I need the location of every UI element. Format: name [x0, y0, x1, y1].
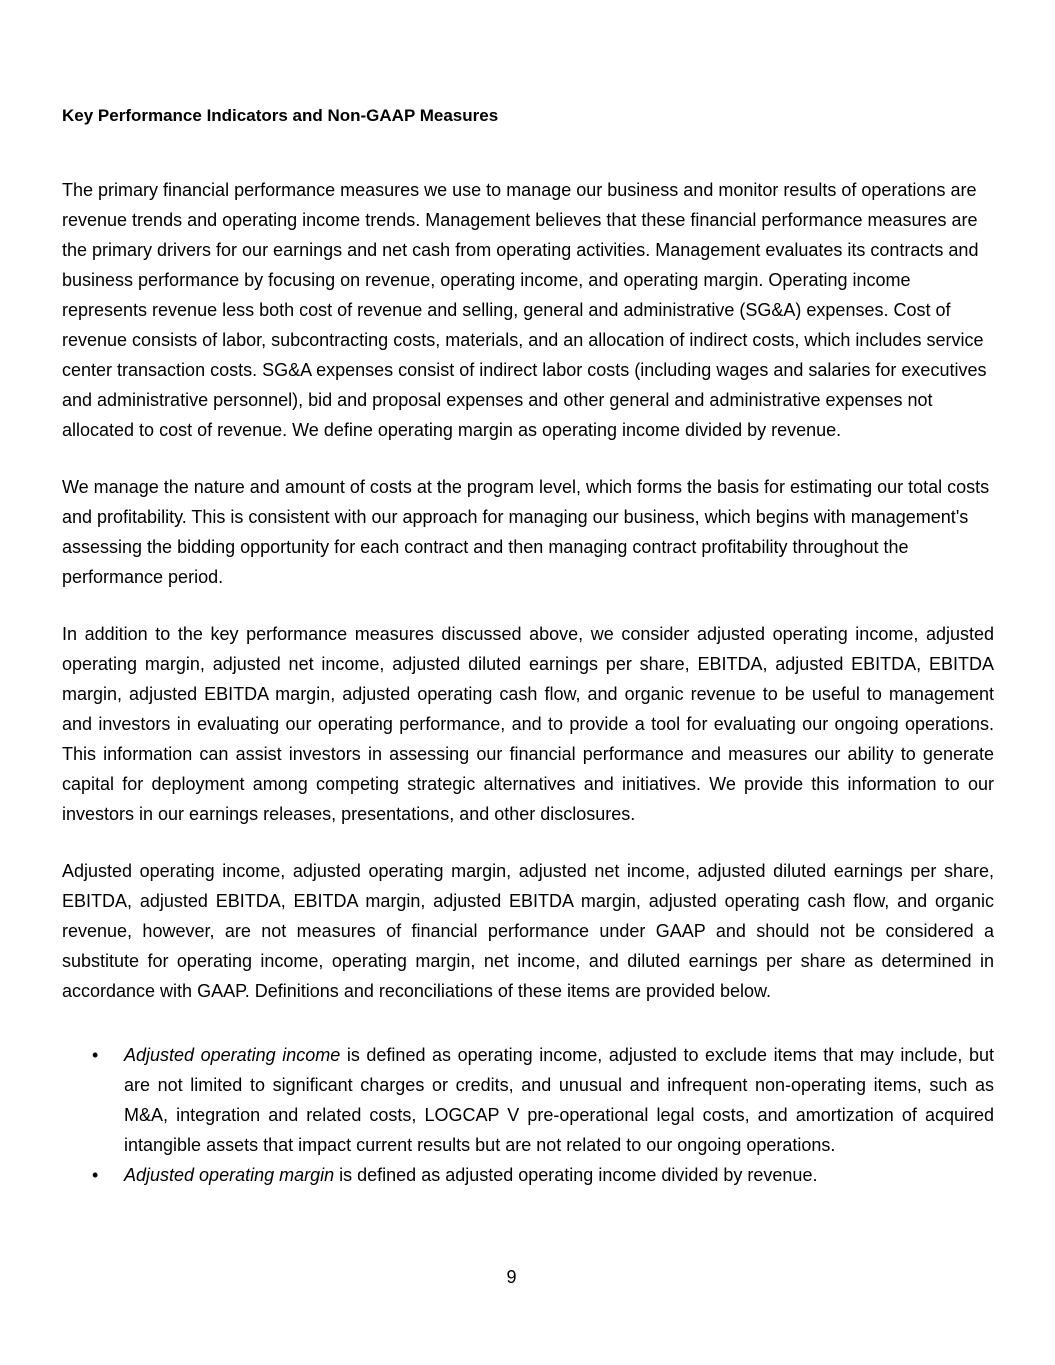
list-item — [62, 1040, 994, 1160]
paragraph-performance-measures: The primary financial performance measures we use to manage our business and monitor results of operations are revenue trends and operating income trends. Management believes that these financial performance measures are the primary drivers for our earnings and net cash from operating activities. Management evaluates its contracts and business performance by focusing on revenue, operating income, and operating margin. Operating income represents revenue less both cost of revenue and selling, general and administrative (SG&A) expenses. Cost of revenue consists of labor, subcontracting costs, materials, and an allocation of indirect costs, which includes service center transaction costs. SG&A expenses consist of indirect labor costs (including wages and salaries for executives and administrative personnel), bid and proposal expenses and other general and administrative expenses not allocated to cost of revenue. We define operating margin as operating income divided by revenue. — [62, 180, 987, 440]
paragraph-non-gaap-disclaimer: Adjusted operating income, adjusted operating margin, adjusted net income, adjusted diluted earnings per share, EBITDA, adjusted EBITDA, EBITDA margin, adjusted EBITDA margin, adjusted operating cash flow, and organic revenue, however, are not measures of financial performance under GAAP and should not be considered a substitute for operating income, operating margin, net income, and diluted earnings per share as determined in accordance with GAAP. Definitions and reconciliations of these items are provided below. — [62, 861, 994, 1001]
definition-text: is defined as adjusted operating income divided by revenue. — [334, 1165, 818, 1185]
list-item — [62, 1160, 994, 1190]
section-heading: Key Performance Indicators and Non-GAAP Measures — [62, 106, 499, 125]
page-number: 9 — [506, 1267, 517, 1287]
document-body — [62, 101, 994, 1190]
paragraph-non-gaap-usefulness: In addition to the key performance measures discussed above, we consider adjusted operating income, adjusted operating margin, adjusted net income, adjusted diluted earnings per share, EBITDA, adjusted EBITDA, EBITDA margin, adjusted EBITDA margin, adjusted operating cash flow, and organic revenue to be useful to management and investors in evaluating our operating performance, and to provide a tool for evaluating our ongoing operations. This information can assist investors in assessing our financial performance and measures our ability to generate capital for deployment among competing strategic alternatives and initiatives. We provide this information to our investors in our earnings releases, presentations, and other disclosures. — [62, 624, 994, 824]
defined-term: Adjusted operating income — [124, 1045, 341, 1065]
bullet-icon: • — [92, 1165, 99, 1185]
definition-text: is defined as operating income, adjusted to exclude items that may include, but are not limited to significant charges or credits, and unusual and infrequent non-operating items, such as M&A, integration and related costs, LOGCAP V pre-operational legal costs, and amortization of acquired intangible assets that impact current results but are not related to our ongoing operations. — [124, 1045, 995, 1155]
defined-term: Adjusted operating margin — [124, 1165, 335, 1185]
paragraph-cost-management: We manage the nature and amount of costs at the program level, which forms the basis for estimating our total costs and profitability. This is consistent with our approach for managing our business, which begins with management's assessing the bidding opportunity for each contract and then managing contract profitability throughout the performance period. — [62, 477, 990, 587]
definitions-list — [62, 1040, 994, 1190]
bullet-icon: • — [92, 1045, 99, 1065]
